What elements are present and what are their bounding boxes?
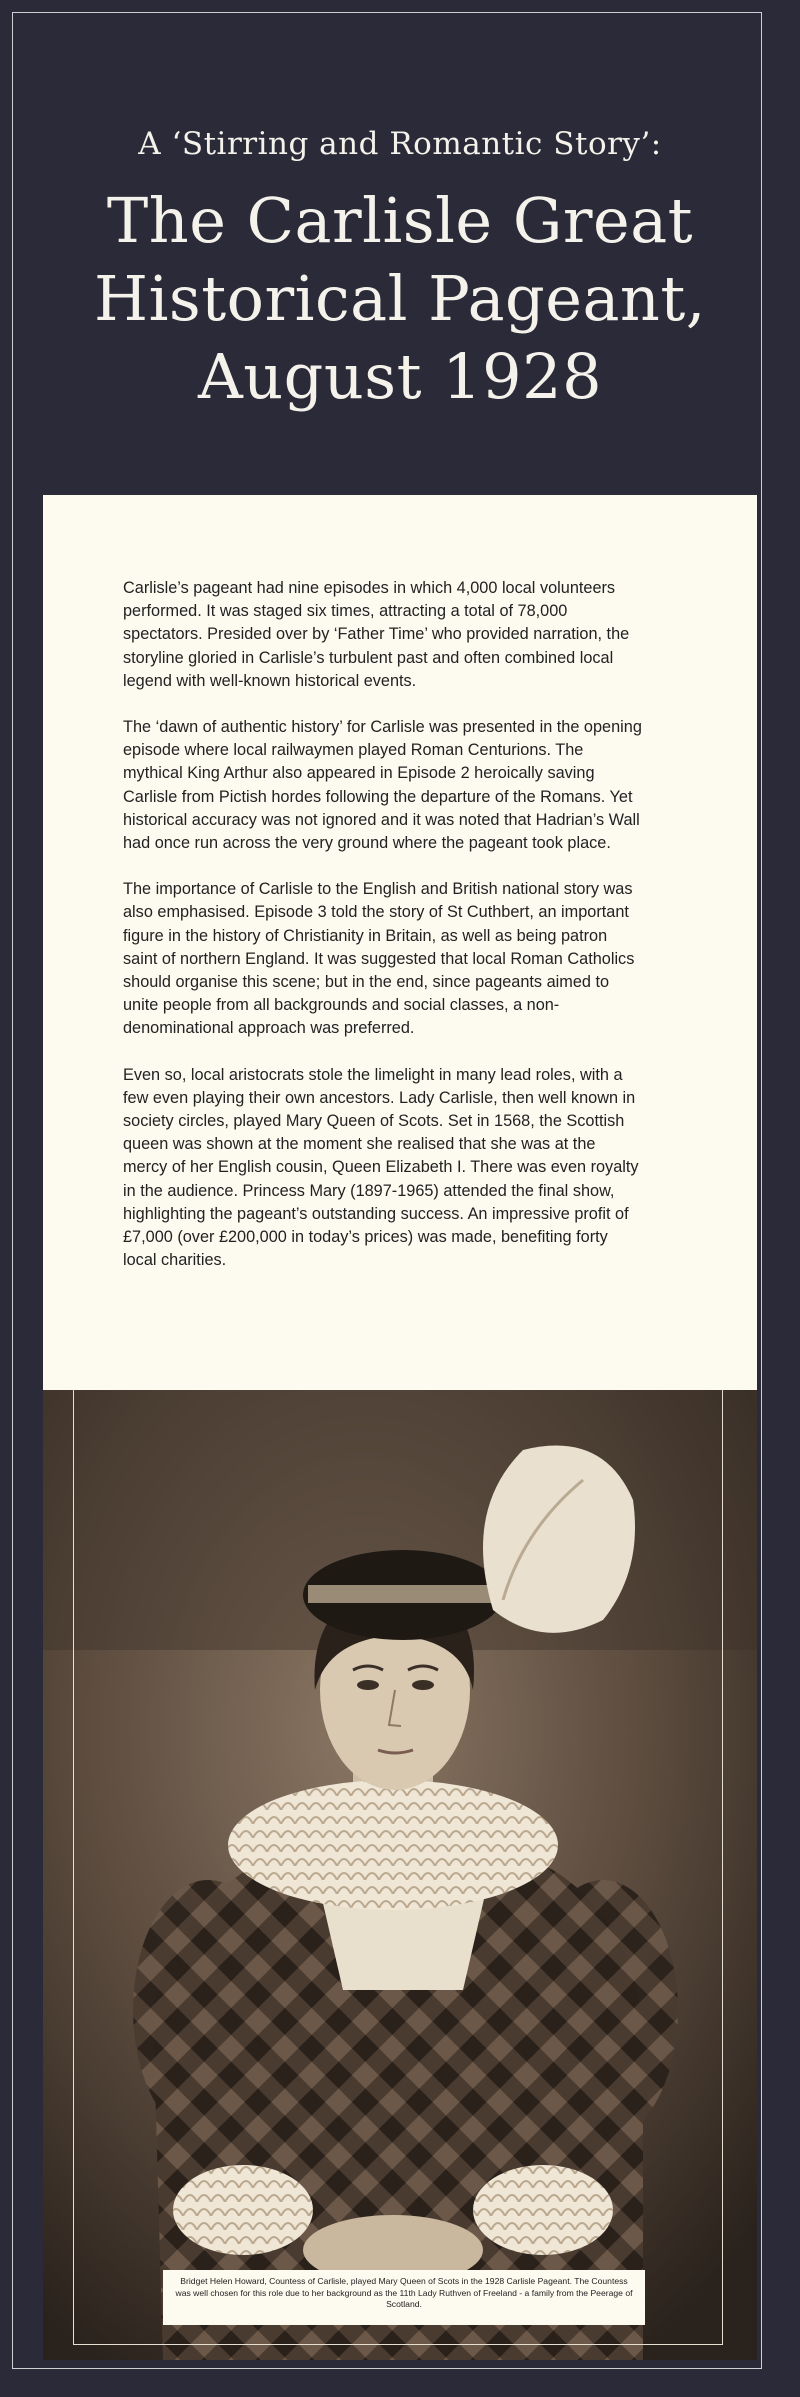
paragraph-3: The importance of Carlisle to the English and British national story was also emphasised. Episode 3 told the story of St Cuthbert, an important figure in the history of Christianity in Britain, as well as being patron saint of northern England. It was suggested that local Roman Catholics should organise this scene; but in the end, since pageants aimed to unite people from all backgrounds and social classes, a non-denominational approach was preferred.: [123, 880, 635, 1038]
subtitle: A ‘Stirring and Romantic Story’:: [138, 126, 662, 162]
portrait-photo: [43, 1390, 757, 2360]
page-title: The Carlisle Great Historical Pageant, August 1928: [94, 184, 706, 413]
paragraph-2: The ‘dawn of authentic history’ for Carlisle was presented in the opening episode where local railwaymen played Roman Centurions. The mythical King Arthur also appeared in Episode 2 heroically saving Carlisle from Pictish hordes following the departure of the Romans. Yet historical accuracy was not ignored and it was noted that Hadrian’s Wall had once run across the very ground where the pageant took place.: [123, 718, 642, 853]
header: [0, 0, 800, 495]
paragraph-1: Carlisle’s pageant had nine episodes in which 4,000 local volunteers performed. It was staged six times, attracting a total of 78,000 spectators. Presided over by ‘Father Time’ who provided narration, the storyline gloried in Carlisle’s turbulent past and often combined local legend with well-known historical events.: [123, 579, 630, 690]
photo-inner-frame: [73, 1390, 723, 2345]
paragraph-4: Even so, local aristocrats stole the limelight in many lead roles, with a few even playing their own ancestors. Lady Carlisle, then well known in society circles, played Mary Queen of Scots. Set in 1568, the Scottish queen was shown at the moment she realised that she was at the mercy of her English cousin, Queen Elizabeth I. There was even royalty in the audience. Princess Mary (1897-1965) attended the final show, highlighting the pageant’s outstanding success. An impressive profit of £7,000 (over £200,000 in today’s prices) was made, benefiting forty local charities.: [123, 1065, 639, 1270]
photo-caption: Bridget Helen Howard, Countess of Carlisle, played Mary Queen of Scots in the 1928 Carlisle Pageant. The Countess was well chosen for this role due to her background as the 11th Lady Ruthven of Freeland - a family from the Peerage of Scotland.: [163, 2270, 645, 2325]
body-text: [123, 577, 643, 1295]
